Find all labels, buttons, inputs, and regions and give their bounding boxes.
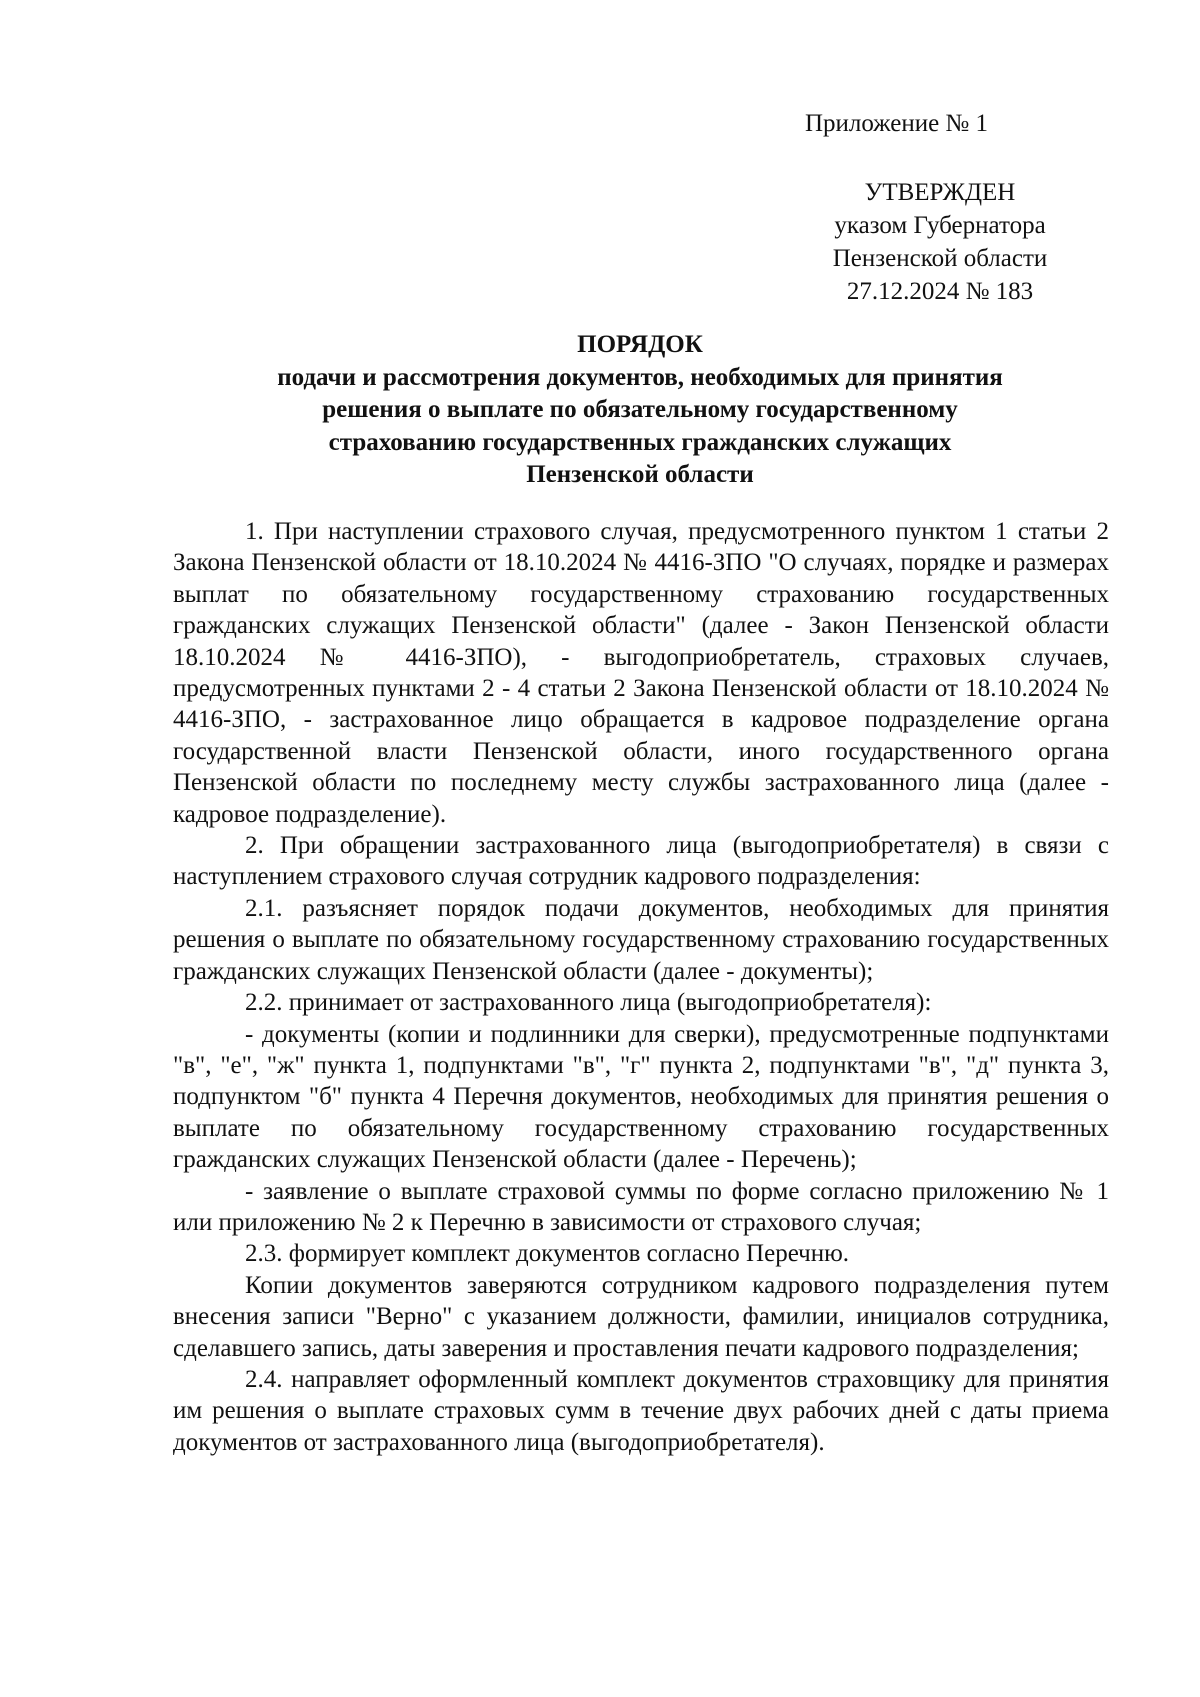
paragraph-2-2-application: - заявление о выплате страховой суммы по форме согласно приложению № 1 или приложению № 2 к Перечню в зависимости от страхового случая; (173, 1177, 1109, 1236)
paragraph-copies: Копии документов заверяются сотрудником кадрового подразделения путем внесения записи "Верно" с указанием должности, фамилии, инициалов сотрудника, сделавшего запись, даты заверения и проставления печати кадрового подразделения; (173, 1271, 1109, 1362)
approval-stamp (780, 176, 1100, 308)
approval-line-region: Пензенской области (832, 245, 1048, 272)
paragraph-1: 1. При наступлении страхового случая, предусмотренного пунктом 1 статьи 2 Закона Пензенской области от 18.10.2024 № 4416-ЗПО "О случаях, порядке и размерах выплат по обязательному государственному страхованию государственных гражданских служащих Пензенской области" (далее - Закон Пензенской области 18.10.2024 № 4416-ЗПО), - выгодоприобретатель, страховых случаев, предусмотренных пунктами 2 - 4 статьи 2 Закона Пензенской области от 18.10.2024 № 4416-ЗПО, - застрахованное лицо обращается в кадровое подразделение органа государственной власти Пензенской области, иного государственного органа Пензенской области по последнему месту службы застрахованного лица (далее - кадровое подразделение). (173, 518, 1109, 828)
title-heading: ПОРЯДОК (577, 331, 703, 358)
paragraph-2: 2. При обращении застрахованного лица (выгодоприобретателя) в связи с наступлением страхового случая сотрудник кадрового подразделения: (173, 832, 1109, 891)
document-body (173, 516, 1109, 1458)
approval-line-approved: УТВЕРЖДЕН (864, 179, 1016, 206)
title-line: страхованию государственных гражданских служащих (328, 428, 952, 456)
paragraph-2-4: 2.4. направляет оформленный комплект документов страховщику для принятия им решения о выплате страховых сумм в течение двух рабочих дней с даты приема документов от застрахованного лица (выгодоприобретателя). (173, 1365, 1109, 1456)
title-line: решения о выплате по обязательному государственному (322, 396, 958, 423)
paragraph-2-2-documents: - документы (копии и подлинники для сверки), предусмотренные подпунктами "в", "е", "ж" пункта 1, подпунктами "в", "г" пункта 2, подпунктами "в", "д" пункта 3, подпунктом "б" пункта 4 Перечня документов, необходимых для принятия решения о выплате по обязательному государственному страхованию государственных гражданских служащих Пензенской области (далее - Перечень); (173, 1020, 1109, 1174)
document-title (170, 329, 1110, 492)
approval-line-date: 27.12.2024 № 183 (846, 278, 1034, 305)
annex-label: Приложение № 1 (805, 110, 989, 137)
paragraph-2-3: 2.3. формирует комплект документов согласно Перечню. (245, 1240, 850, 1268)
paragraph-2-1: 2.1. разъясняет порядок подачи документов, необходимых для принятия решения о выплате по обязательному государственному страхованию государственных гражданских служащих Пензенской области (далее - документы); (173, 894, 1109, 985)
title-line: подачи и рассмотрения документов, необходимых для принятия (277, 363, 1003, 391)
approval-line-decree: указом Губернатора (834, 212, 1046, 239)
paragraph-2-2: 2.2. принимает от застрахованного лица (выгодоприобретателя): (245, 989, 932, 1017)
title-line: Пензенской области (526, 461, 754, 488)
